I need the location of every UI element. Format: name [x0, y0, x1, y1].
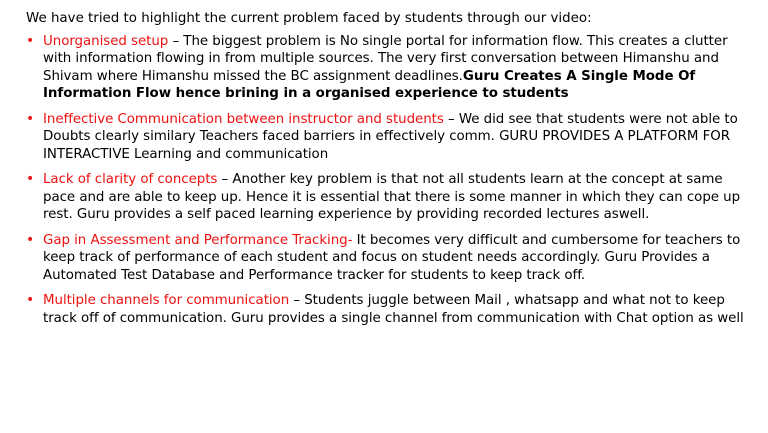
problem-description: – The biggest problem is No single portal for information flow. This creates a clutter with information flowing in from multiple sources. The very first conversation between Himanshu and Shivam where Himanshu missed the BC assignment deadlines. [43, 33, 728, 84]
problem-item-ineffective-communication [26, 111, 754, 164]
bullet-icon: • [26, 110, 35, 127]
problem-title: Multiple channels for communication [43, 293, 290, 308]
problem-list [26, 33, 754, 328]
problem-description: It becomes very difficult and cumbersome for teachers to keep track of performance of each student and focus on student needs accordingly. Guru Provides a Automated Test Database and Performance tracker for students to keep track off. [43, 232, 741, 283]
problem-title: Gap in Assessment and Performance Tracking- [43, 232, 353, 248]
problem-item-multiple-channels [26, 292, 754, 327]
intro-text: We have tried to highlight the current problem faced by students through our video: [26, 11, 592, 26]
bullet-icon: • [26, 292, 35, 308]
bullet-icon: • [26, 32, 35, 49]
problem-description: – Another key problem is that not all students learn at the concept at same pace and are able to keep up. Hence it is essential that there is some manner in which they can cope up rest. Guru provides a self paced learning experience by providing recorded lectures aswell. [43, 172, 741, 222]
problem-description: – Students juggle between Mail , whatsapp and what not to keep track off of communication. Guru provides a single channel from communication with Chat option as well [43, 293, 744, 326]
problem-item-assessment-gap [26, 232, 754, 285]
bullet-icon: • [26, 171, 35, 187]
bullet-icon: • [26, 231, 35, 248]
problem-description: – We did see that students were not able to Doubts clearly similary Teachers faced barriers in effectively comm. GURU PROVIDES A PLATFORM FOR INTERACTIVE Learning and communication [43, 111, 738, 162]
problem-title: Unorganised setup [43, 33, 169, 49]
problem-title: Lack of clarity of concepts [43, 172, 218, 187]
problem-title: Ineffective Communication between instructor and students [43, 111, 444, 127]
problem-item-unorganised-setup [26, 33, 754, 103]
problem-item-lack-of-clarity [26, 171, 754, 224]
problem-solution: Guru Creates A Single Mode Of Information Flow hence brining in a organised experience to students [43, 68, 696, 101]
